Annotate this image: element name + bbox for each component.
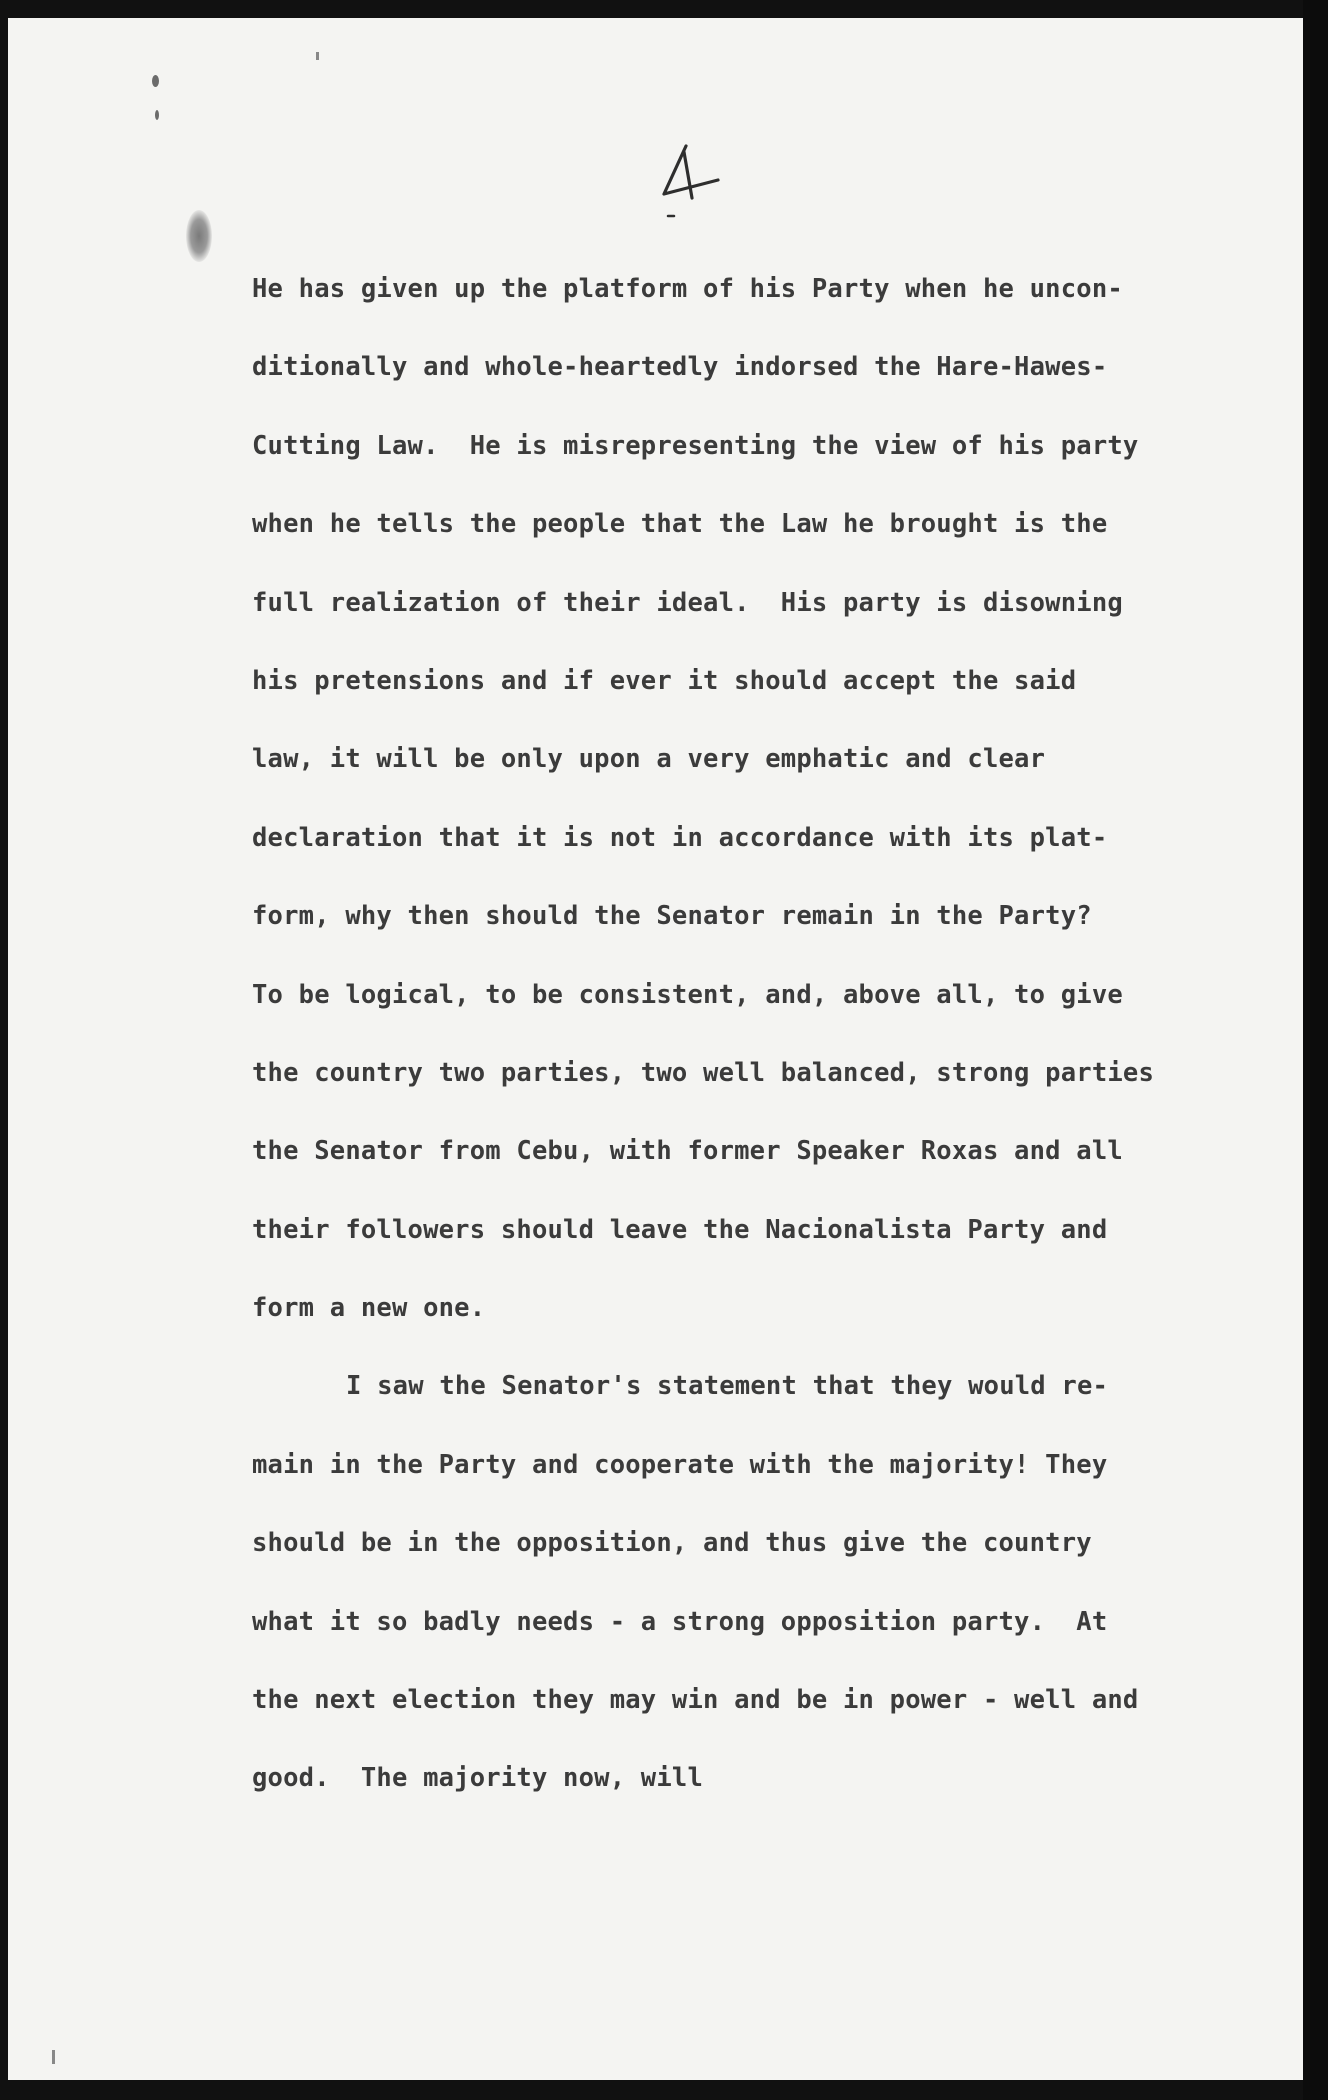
text-line: their followers should leave the Nacionalista Party and [252,1214,1108,1245]
speck-mark-bottom [52,2050,55,2064]
text-line: ditionally and whole-heartedly indorsed the Hare-Hawes- [252,352,1108,383]
text-line: declaration that it is not in accordance with its plat- [252,822,1108,853]
paragraph-1 [252,262,1232,1359]
text-line: the next election they may win and be in power - well and [252,1685,1139,1716]
text-line: what it so badly needs - a strong opposition party. At [252,1606,1108,1637]
text-line: form a new one. [252,1293,486,1324]
text-line: should be in the opposition, and thus give the country [252,1528,1092,1559]
speck-mark [316,52,319,60]
handwritten-page-number [656,140,746,220]
punch-mark-bottom [155,110,159,120]
text-line: form, why then should the Senator remain in the Party? [252,901,1092,932]
page-number-text [656,140,657,141]
paragraph-2 [252,1359,1232,1829]
text-line: his pretensions and if ever it should accept the said [252,665,1077,696]
letter-body [252,262,1232,1830]
handwritten-4-icon [656,140,746,220]
text-line: To be logical, to be consistent, and, above all, to give [252,979,1123,1010]
smudge-mark [186,210,212,262]
text-line: the Senator from Cebu, with former Speaker Roxas and all [252,1136,1123,1167]
scan-border-right [1303,0,1328,2100]
text-line-indented: I saw the Senator's statement that they would re- [346,1371,1109,1402]
punch-mark-top [152,75,159,87]
text-line: main in the Party and cooperate with the majority! They [252,1449,1108,1480]
text-line: good. The majority now, will [252,1763,704,1794]
text-line: the country two parties, two well balanced, strong parties [252,1057,1155,1088]
text-line: He has given up the platform of his Party when he uncon- [252,274,1123,304]
text-line: law, it will be only upon a very emphatic and clear [252,744,1046,775]
text-line: when he tells the people that the Law he brought is the [252,509,1108,540]
text-line: full realization of their ideal. His party is disowning [252,587,1123,618]
text-line: Cutting Law. He is misrepresenting the view of his party [252,430,1139,461]
